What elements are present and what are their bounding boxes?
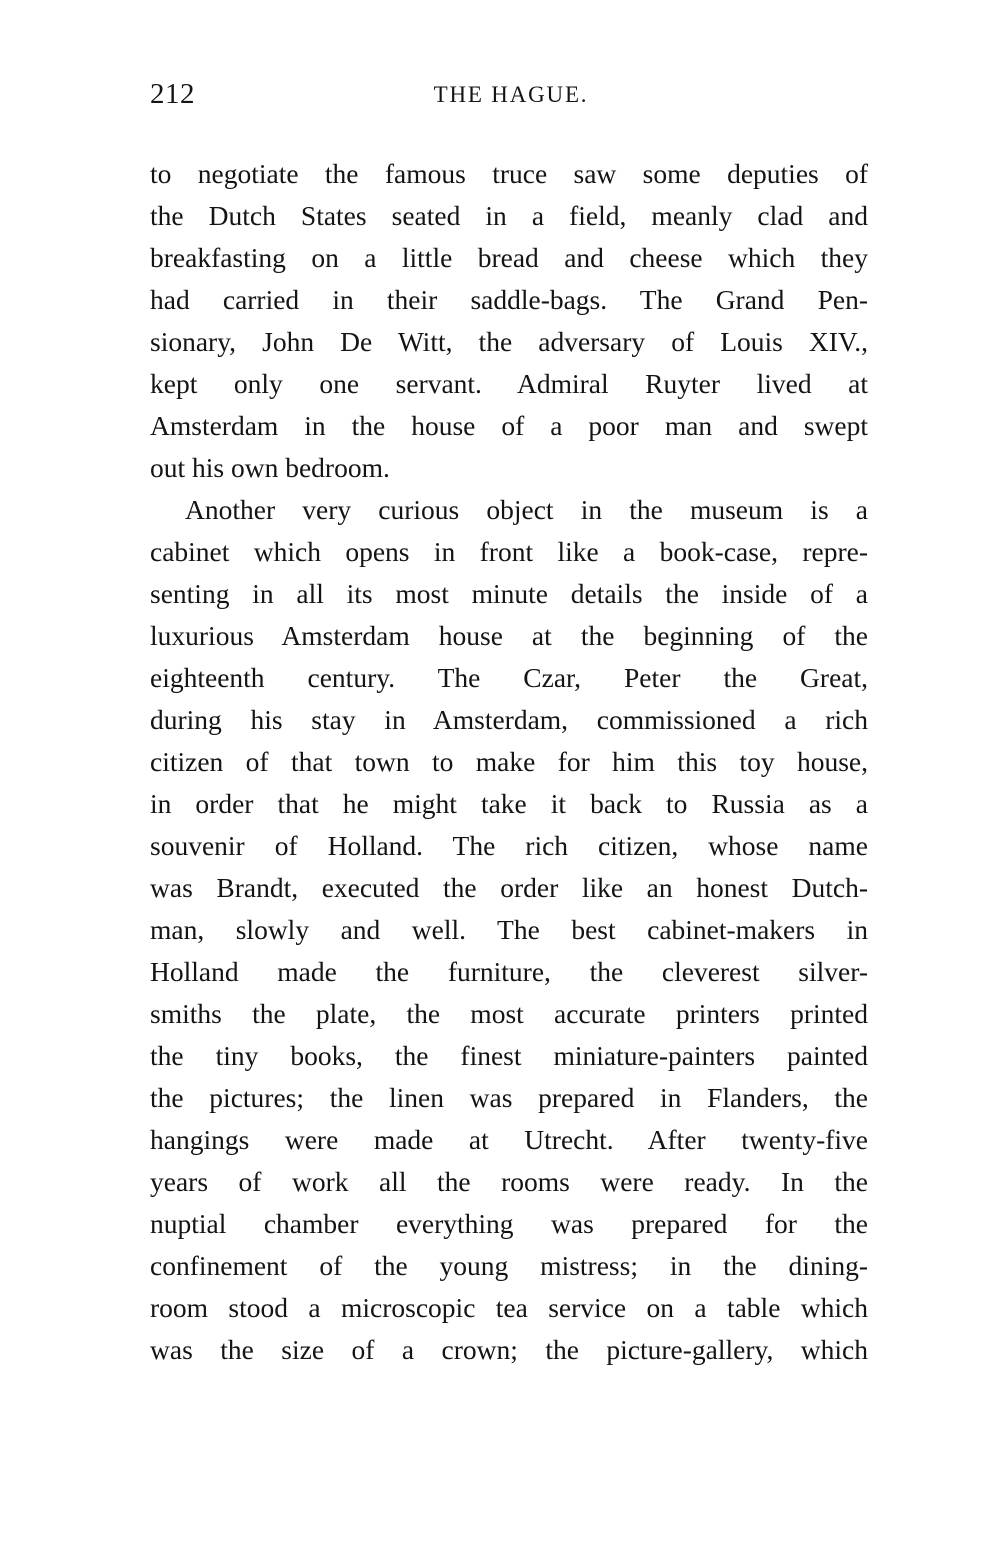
- text-line: the pictures; the linen was prepared in Flanders, the: [150, 1082, 868, 1113]
- text-line: room stood a microscopic tea service on a table which: [150, 1292, 868, 1323]
- text-line: kept only one servant. Admiral Ruyter lived at: [150, 368, 868, 399]
- running-head: THE HAGUE.: [433, 82, 589, 107]
- text-line: Holland made the furniture, the cleverest silver-: [150, 956, 868, 987]
- page-number: 212: [150, 78, 195, 110]
- text-line: was Brandt, executed the order like an honest Dutch-: [150, 872, 868, 903]
- text-line: in order that he might take it back to Russia as a: [150, 788, 868, 819]
- text-line: souvenir of Holland. The rich citizen, whose name: [150, 830, 868, 861]
- text-line: confinement of the young mistress; in the dining-: [150, 1250, 868, 1281]
- text-line: cabinet which opens in front like a book-case, repre-: [150, 536, 868, 567]
- text-line: citizen of that town to make for him this toy house,: [150, 746, 868, 777]
- text-line: eighteenth century. The Czar, Peter the Great,: [150, 662, 868, 693]
- text-line: man, slowly and well. The best cabinet-makers in: [150, 914, 868, 945]
- text-line: sionary, John De Witt, the adversary of Louis XIV.,: [150, 326, 868, 357]
- text-line: out his own bedroom.: [150, 452, 390, 483]
- text-line: senting in all its most minute details the inside of a: [150, 578, 868, 609]
- text-line: smiths the plate, the most accurate printers printed: [150, 998, 868, 1029]
- text-line: hangings were made at Utrecht. After twenty-five: [150, 1124, 868, 1155]
- text-line: was the size of a crown; the picture-gallery, which: [150, 1334, 868, 1365]
- text-line: nuptial chamber everything was prepared for the: [150, 1208, 868, 1239]
- text-line: the Dutch States seated in a field, meanly clad and: [150, 200, 868, 231]
- page-header: [150, 78, 868, 122]
- paragraph-first-line: Another very curious object in the museum is a: [185, 494, 868, 525]
- text-line: had carried in their saddle-bags. The Grand Pen-: [150, 284, 868, 315]
- text-line: to negotiate the famous truce saw some deputies of: [150, 158, 868, 189]
- text-line: years of work all the rooms were ready. In the: [150, 1166, 868, 1197]
- text-line: Amsterdam in the house of a poor man and swept: [150, 410, 868, 441]
- text-line: breakfasting on a little bread and cheese which they: [150, 242, 868, 273]
- text-line: luxurious Amsterdam house at the beginning of the: [150, 620, 868, 651]
- text-line: the tiny books, the finest miniature-painters painted: [150, 1040, 868, 1071]
- text-line: during his stay in Amsterdam, commissioned a rich: [150, 704, 868, 735]
